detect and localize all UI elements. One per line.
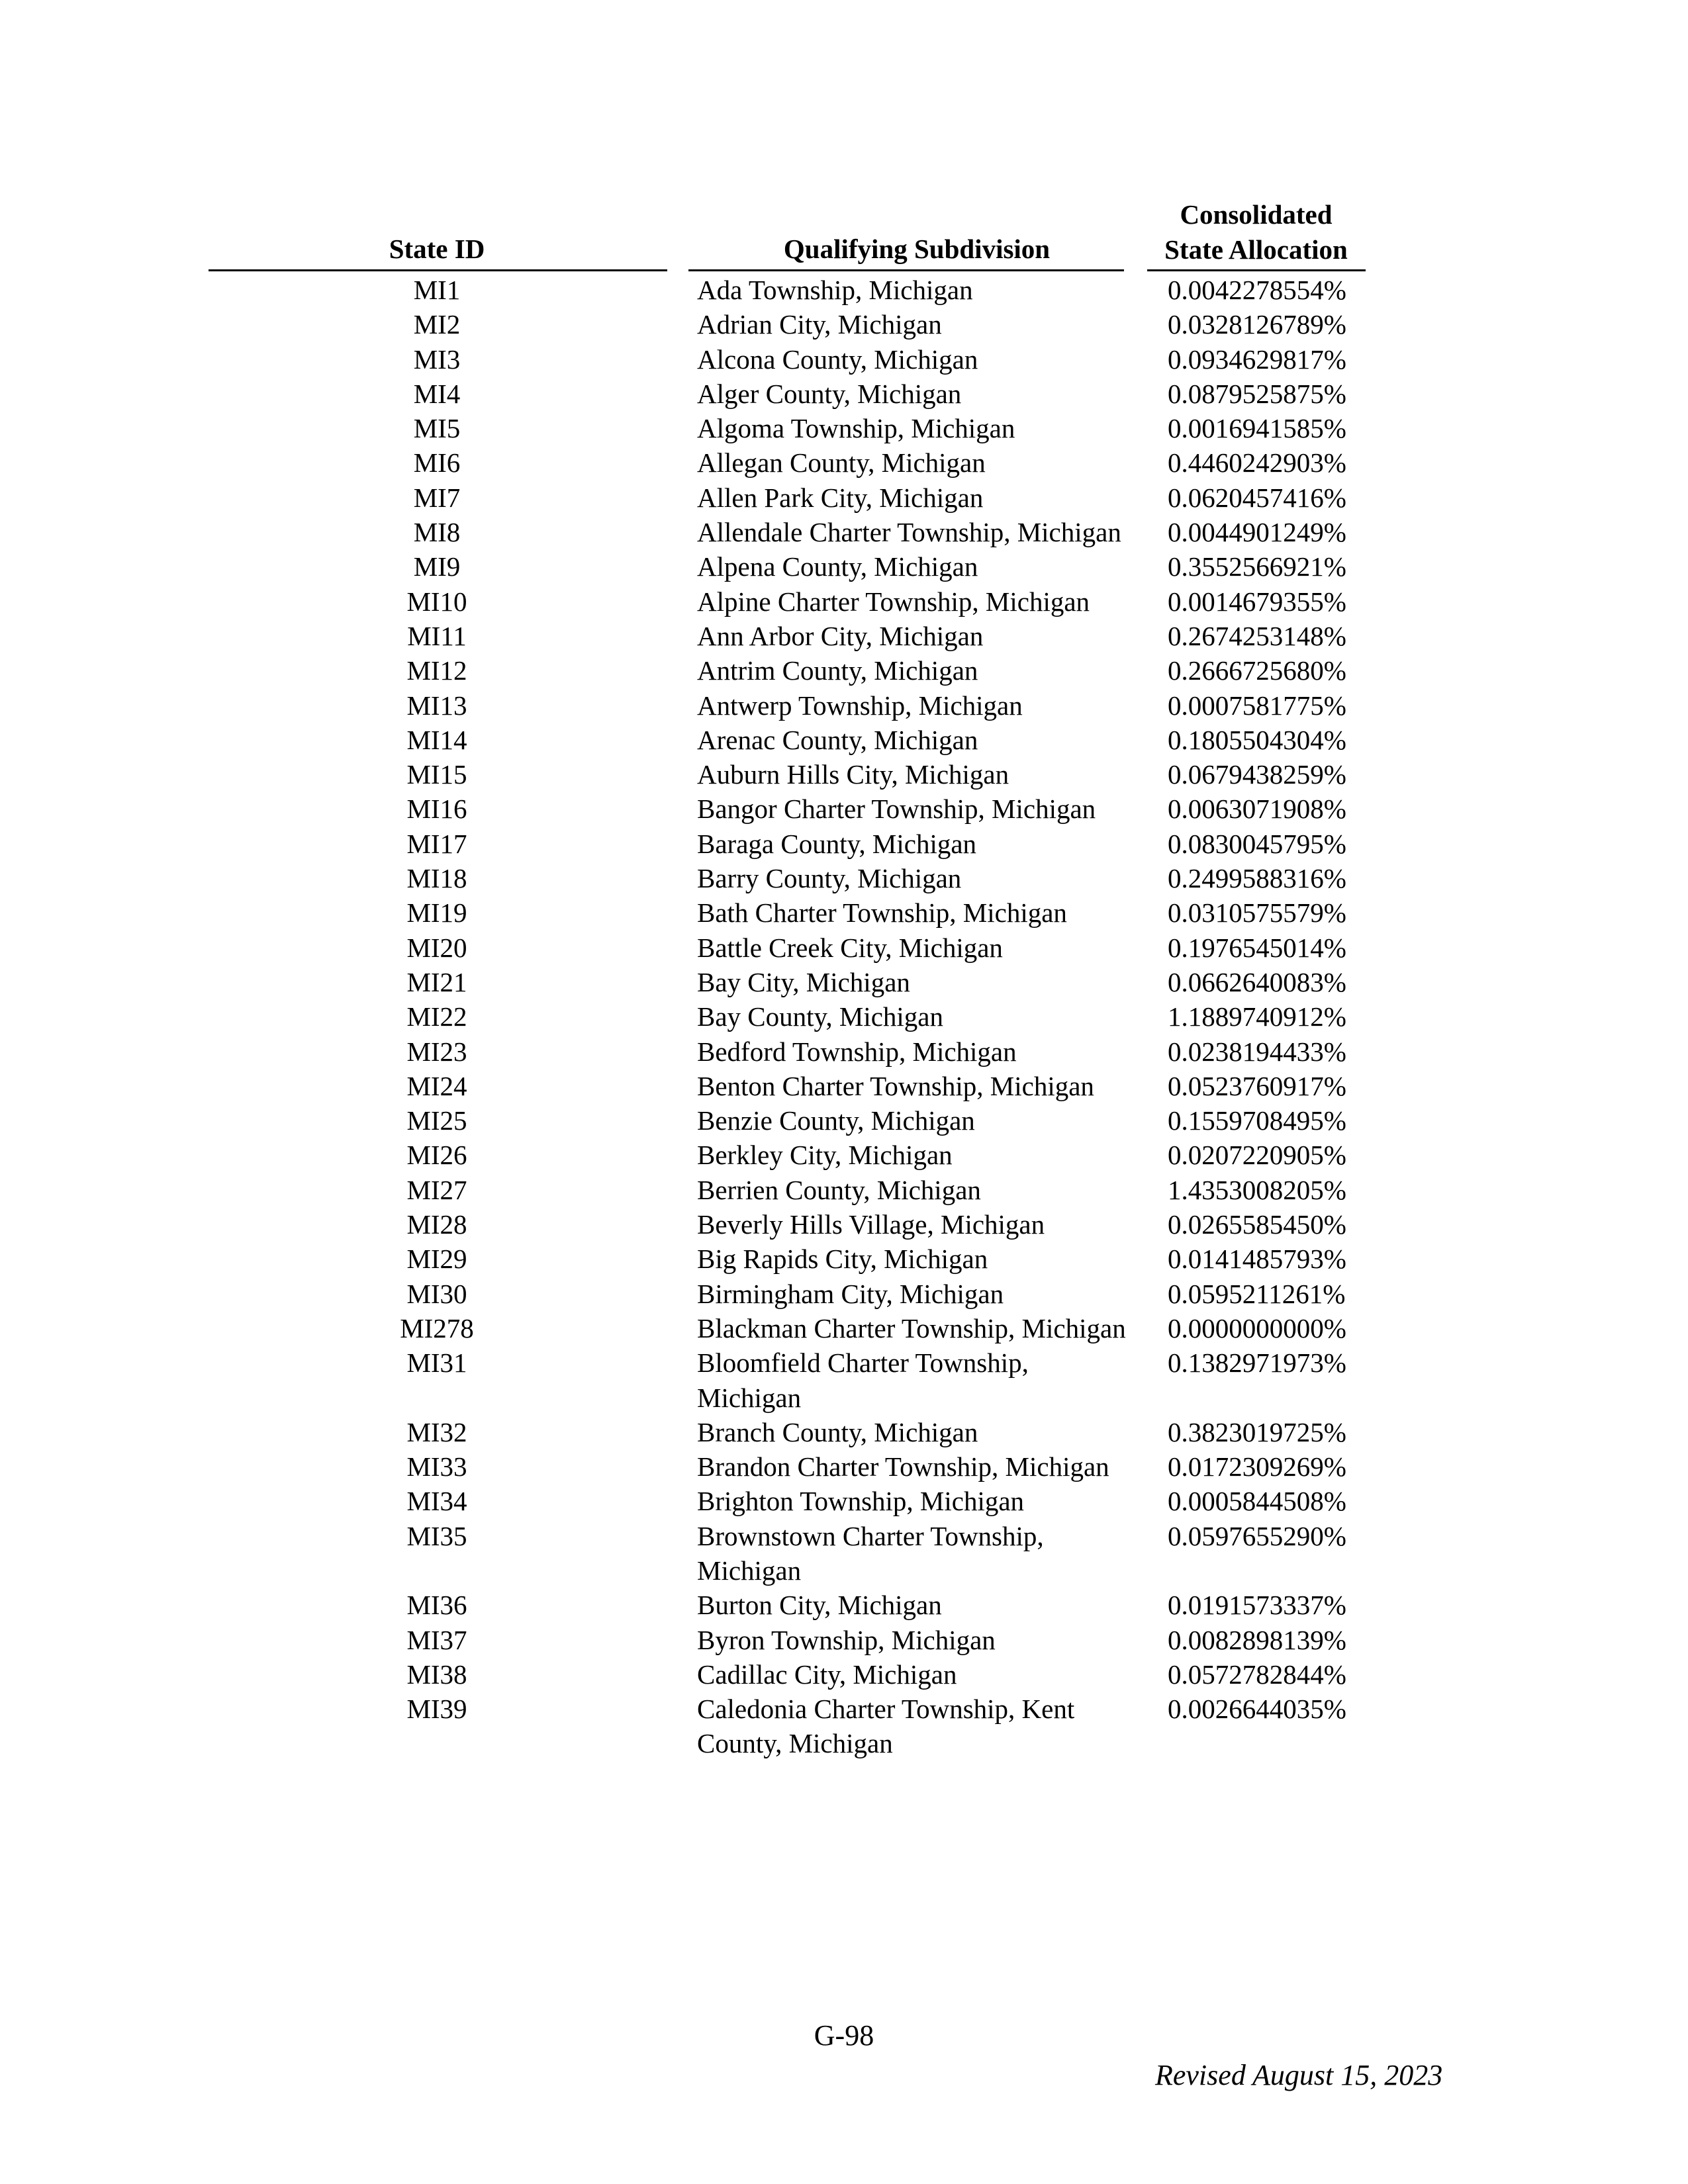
allocation-cell: 1.1889740912%: [1168, 1001, 1346, 1032]
state-id-cell: MI1: [413, 275, 461, 305]
state-id-cell: MI39: [406, 1694, 467, 1725]
allocation-cell: 0.0014679355%: [1168, 586, 1346, 617]
table-row: [0, 1415, 1688, 1449]
subdivision-cell: Burton City, Michigan: [697, 1590, 942, 1621]
subdivision-cell: Bath Charter Township, Michigan: [697, 897, 1067, 929]
table-row: [0, 342, 1688, 377]
allocation-cell: 0.0572782844%: [1168, 1659, 1346, 1690]
subdivision-cell: Barry County, Michigan: [697, 863, 962, 894]
subdivision-cell: Birmingham City, Michigan: [697, 1278, 1004, 1309]
table-row: [0, 757, 1688, 792]
allocation-table: [0, 273, 1688, 1761]
allocation-cell: 0.0007581775%: [1168, 690, 1346, 721]
table-row: [0, 1311, 1688, 1345]
table-row: [0, 445, 1688, 480]
subdivision-cell: Bay City, Michigan: [697, 966, 910, 997]
state-id-cell: MI27: [406, 1174, 467, 1205]
allocation-cell: 0.4460242903%: [1168, 447, 1346, 478]
table-row: [0, 1345, 1688, 1415]
header-consolidated-state-allocation: [1149, 197, 1364, 267]
table-row: [0, 1519, 1688, 1588]
subdivision-cell: Alpena County, Michigan: [697, 551, 978, 582]
subdivision-cell: Antwerp Township, Michigan: [697, 690, 1023, 721]
subdivision-cell: Adrian City, Michigan: [697, 309, 942, 340]
allocation-cell: 0.0679438259%: [1168, 759, 1346, 790]
table-row: [0, 1173, 1688, 1207]
state-id-cell: MI28: [406, 1209, 467, 1240]
state-id-cell: MI37: [406, 1624, 467, 1655]
allocation-cell: 0.0016941585%: [1168, 413, 1346, 444]
state-id-cell: MI32: [406, 1416, 467, 1447]
allocation-cell: 0.1805504304%: [1168, 724, 1346, 755]
subdivision-cell: Beverly Hills Village, Michigan: [697, 1209, 1045, 1240]
header-underline-state-id: [209, 269, 667, 271]
subdivision-cell: Algoma Township, Michigan: [697, 413, 1015, 444]
state-id-cell: MI16: [406, 794, 467, 825]
allocation-cell: 0.0238194433%: [1168, 1036, 1346, 1067]
subdivision-cell: Bangor Charter Township, Michigan: [697, 794, 1096, 825]
table-row: [0, 792, 1688, 826]
allocation-cell: 0.0005844508%: [1168, 1486, 1346, 1517]
subdivision-cell: Bay County, Michigan: [697, 1001, 944, 1032]
table-row: [0, 549, 1688, 584]
subdivision-cell: Berrien County, Michigan: [697, 1174, 981, 1205]
state-id-cell: MI25: [406, 1105, 467, 1136]
state-id-cell: MI14: [406, 724, 467, 755]
state-id-cell: MI3: [413, 343, 461, 375]
subdivision-cell: Antrim County, Michigan: [697, 655, 978, 686]
table-row: [0, 515, 1688, 549]
state-id-cell: MI24: [406, 1070, 467, 1101]
table-row: [0, 411, 1688, 445]
subdivision-cell: Ann Arbor City, Michigan: [697, 620, 984, 651]
table-row: [0, 480, 1688, 515]
allocation-cell: 0.0082898139%: [1168, 1624, 1346, 1655]
state-id-cell: MI9: [413, 551, 461, 582]
table-row: [0, 1449, 1688, 1484]
state-id-cell: MI10: [406, 586, 467, 617]
allocation-cell: 0.0191573337%: [1168, 1590, 1346, 1621]
allocation-cell: 0.2499588316%: [1168, 863, 1346, 894]
state-id-cell: MI34: [406, 1486, 467, 1517]
subdivision-cell: Berkley City, Michigan: [697, 1140, 953, 1171]
table-row: [0, 1138, 1688, 1172]
subdivision-cell: Big Rapids City, Michigan: [697, 1244, 988, 1275]
state-id-cell: MI29: [406, 1244, 467, 1275]
header-allocation-line-2: State Allocation: [1164, 234, 1348, 265]
allocation-cell: 0.3552566921%: [1168, 551, 1346, 582]
state-id-cell: MI4: [413, 378, 461, 409]
state-id-cell: MI36: [406, 1590, 467, 1621]
allocation-cell: 0.0662640083%: [1168, 966, 1346, 997]
allocation-cell: 0.0172309269%: [1168, 1451, 1346, 1482]
allocation-cell: 0.0026644035%: [1168, 1694, 1346, 1725]
subdivision-cell: Brighton Township, Michigan: [697, 1486, 1025, 1517]
state-id-cell: MI33: [406, 1451, 467, 1482]
allocation-cell: 0.0141485793%: [1168, 1244, 1346, 1275]
state-id-cell: MI22: [406, 1001, 467, 1032]
state-id-cell: MI26: [406, 1140, 467, 1171]
allocation-cell: 0.0523760917%: [1168, 1070, 1346, 1101]
state-id-cell: MI5: [413, 413, 461, 444]
table-row: [0, 273, 1688, 307]
allocation-cell: 0.0207220905%: [1168, 1140, 1346, 1171]
allocation-cell: 0.0042278554%: [1168, 275, 1346, 305]
state-id-cell: MI8: [413, 517, 461, 548]
subdivision-cell: Benton Charter Township, Michigan: [697, 1070, 1094, 1101]
allocation-cell: 0.0310575579%: [1168, 897, 1346, 929]
subdivision-cell: Benzie County, Michigan: [697, 1105, 975, 1136]
allocation-cell: 0.1976545014%: [1168, 932, 1346, 963]
state-id-cell: MI19: [406, 897, 467, 929]
state-id-cell: MI38: [406, 1659, 467, 1690]
table-row: [0, 1207, 1688, 1242]
table-row: [0, 1484, 1688, 1518]
state-id-cell: MI18: [406, 863, 467, 894]
table-row: [0, 619, 1688, 653]
subdivision-cell: Ada Township, Michigan: [697, 275, 973, 305]
allocation-cell: 0.0620457416%: [1168, 482, 1346, 513]
subdivision-cell: Branch County, Michigan: [697, 1416, 978, 1447]
state-id-cell: MI278: [400, 1312, 474, 1343]
allocation-cell: 0.0063071908%: [1168, 794, 1346, 825]
allocation-cell: 0.3823019725%: [1168, 1416, 1346, 1447]
subdivision-cell: Caledonia Charter Township, Kent County, Michigan: [697, 1694, 1075, 1759]
header-underline-allocation: [1147, 269, 1366, 271]
header-underline-subdivision: [688, 269, 1124, 271]
page-number: G-98: [814, 2019, 874, 2052]
state-id-cell: MI11: [407, 620, 467, 651]
allocation-cell: 0.0328126789%: [1168, 309, 1346, 340]
table-row: [0, 861, 1688, 895]
allocation-cell: 0.0934629817%: [1168, 343, 1346, 375]
state-id-cell: MI15: [406, 759, 467, 790]
subdivision-cell: Arenac County, Michigan: [697, 724, 978, 755]
subdivision-cell: Bloomfield Charter Township, Michigan: [697, 1347, 1029, 1413]
allocation-cell: 0.0000000000%: [1168, 1312, 1346, 1343]
subdivision-cell: Cadillac City, Michigan: [697, 1659, 957, 1690]
header-qualifying-subdivision: Qualifying Subdivision: [783, 234, 1051, 264]
table-row: [0, 1623, 1688, 1657]
state-id-cell: MI23: [406, 1036, 467, 1067]
allocation-cell: 0.1382971973%: [1168, 1347, 1346, 1379]
table-row: [0, 895, 1688, 930]
table-row: [0, 307, 1688, 341]
subdivision-cell: Battle Creek City, Michigan: [697, 932, 1003, 963]
subdivision-cell: Baraga County, Michigan: [697, 828, 977, 859]
state-id-cell: MI31: [406, 1347, 467, 1379]
allocation-cell: 0.2666725680%: [1168, 655, 1346, 686]
subdivision-cell: Alcona County, Michigan: [697, 343, 978, 375]
state-id-cell: MI2: [413, 309, 461, 340]
state-id-cell: MI12: [406, 655, 467, 686]
subdivision-cell: Byron Township, Michigan: [697, 1624, 996, 1655]
allocation-cell: 0.0879525875%: [1168, 378, 1346, 409]
state-id-cell: MI13: [406, 690, 467, 721]
state-id-cell: MI17: [406, 828, 467, 859]
table-row: [0, 1242, 1688, 1276]
table-row: [0, 931, 1688, 965]
subdivision-cell: Allegan County, Michigan: [697, 447, 986, 478]
header-allocation-line-1: Consolidated: [1180, 199, 1333, 230]
subdivision-cell: Bedford Township, Michigan: [697, 1036, 1017, 1067]
table-row: [0, 584, 1688, 619]
table-row: [0, 1588, 1688, 1622]
state-id-cell: MI21: [406, 966, 467, 997]
table-row: [0, 1692, 1688, 1761]
table-row: [0, 377, 1688, 411]
table-row: [0, 1069, 1688, 1103]
state-id-cell: MI30: [406, 1278, 467, 1309]
allocation-cell: 0.0830045795%: [1168, 828, 1346, 859]
state-id-cell: MI20: [406, 932, 467, 963]
table-row: [0, 688, 1688, 723]
table-row: [0, 999, 1688, 1034]
subdivision-cell: Blackman Charter Township, Michigan: [697, 1312, 1126, 1343]
revision-date: Revised August 15, 2023: [1155, 2059, 1443, 2091]
subdivision-cell: Auburn Hills City, Michigan: [697, 759, 1009, 790]
table-row: [0, 1103, 1688, 1138]
allocation-cell: 0.1559708495%: [1168, 1105, 1346, 1136]
allocation-cell: 0.0597655290%: [1168, 1520, 1346, 1551]
allocation-cell: 0.2674253148%: [1168, 620, 1346, 651]
subdivision-cell: Allendale Charter Township, Michigan: [697, 517, 1121, 548]
subdivision-cell: Brownstown Charter Township, Michigan: [697, 1520, 1044, 1586]
allocation-cell: 0.0044901249%: [1168, 517, 1346, 548]
table-row: [0, 653, 1688, 688]
table-row: [0, 1034, 1688, 1069]
state-id-cell: MI6: [413, 447, 461, 478]
allocation-cell: 1.4353008205%: [1168, 1174, 1346, 1205]
subdivision-cell: Alpine Charter Township, Michigan: [697, 586, 1090, 617]
header-state-id: State ID: [389, 234, 485, 264]
subdivision-cell: Brandon Charter Township, Michigan: [697, 1451, 1109, 1482]
table-row: [0, 827, 1688, 861]
table-row: [0, 1277, 1688, 1311]
state-id-cell: MI35: [406, 1520, 467, 1551]
allocation-cell: 0.0265585450%: [1168, 1209, 1346, 1240]
subdivision-cell: Allen Park City, Michigan: [697, 482, 984, 513]
state-id-cell: MI7: [413, 482, 461, 513]
table-header: [0, 192, 1688, 271]
table-row: [0, 723, 1688, 757]
subdivision-cell: Alger County, Michigan: [697, 378, 962, 409]
table-row: [0, 965, 1688, 999]
allocation-cell: 0.0595211261%: [1168, 1278, 1346, 1309]
table-row: [0, 1657, 1688, 1692]
